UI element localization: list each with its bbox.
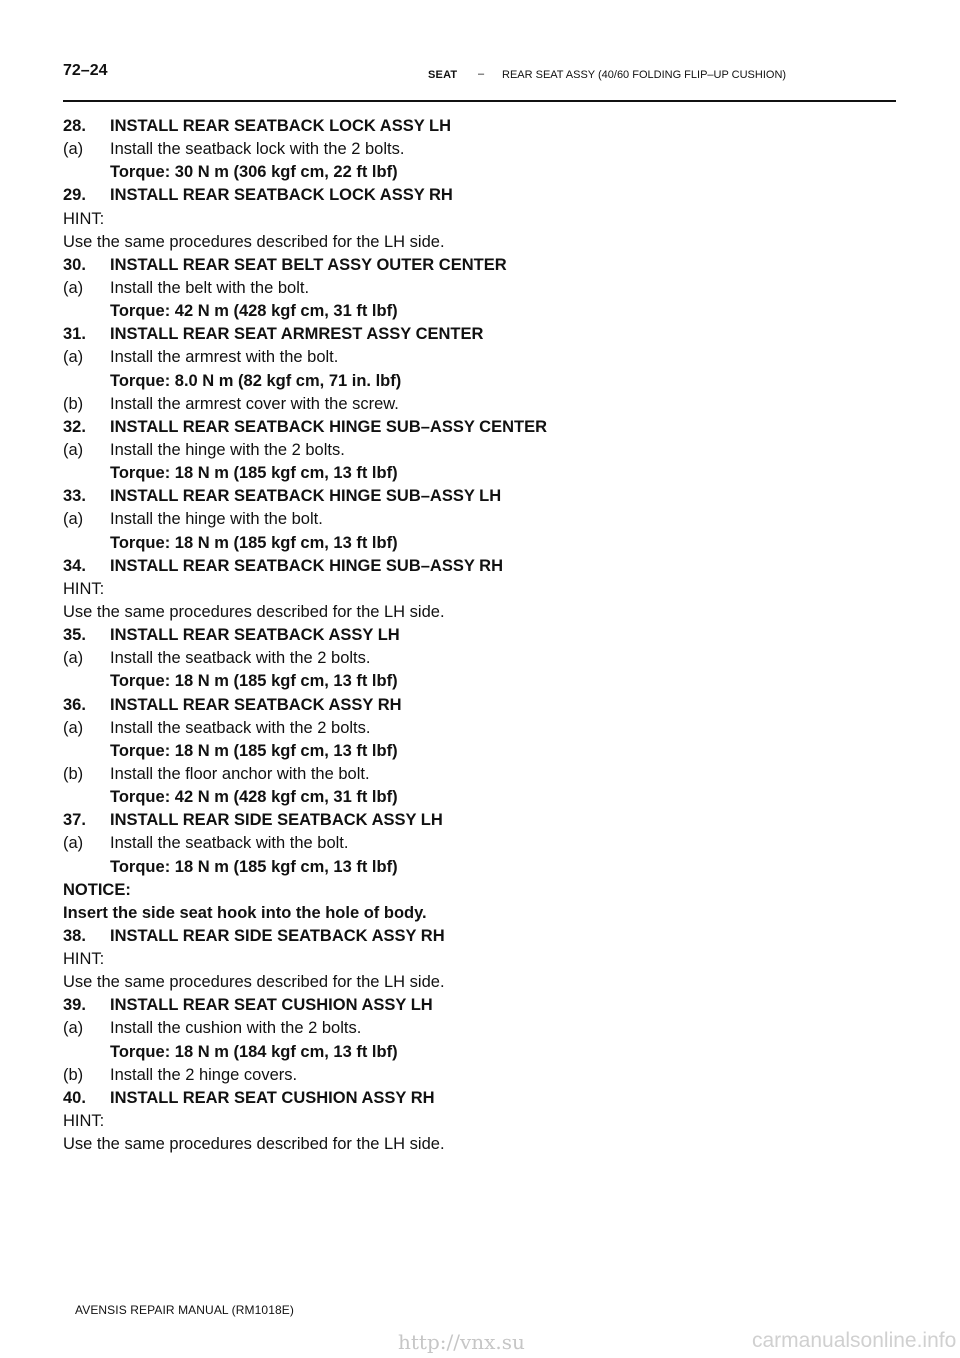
step-heading <box>63 694 903 717</box>
footer-manual-id: AVENSIS REPAIR MANUAL (RM1018E) <box>75 1303 294 1317</box>
hint-text: HINT: <box>63 579 105 598</box>
watermark-site[interactable]: carmanualsonline.info <box>752 1329 957 1352</box>
sub-step-label: (b) <box>63 1065 84 1084</box>
header-title: REAR SEAT ASSY (40/60 FOLDING FLIP–UP CUSHION) <box>502 69 787 81</box>
sub-step-text: Install the armrest with the bolt. <box>110 348 339 367</box>
sub-step-label: (b) <box>63 764 84 783</box>
step-number: 40. <box>63 1088 86 1107</box>
step-heading <box>63 994 903 1017</box>
step-heading <box>63 485 903 508</box>
sub-step <box>63 647 903 670</box>
step-title: INSTALL REAR SEATBACK HINGE SUB–ASSY CENTER <box>110 417 547 436</box>
step-heading <box>63 115 903 138</box>
step-title: INSTALL REAR SEATBACK LOCK ASSY LH <box>110 117 452 135</box>
step-number: 35. <box>63 626 86 645</box>
sub-step <box>63 832 903 855</box>
step-number: 31. <box>63 325 86 344</box>
step-number: 38. <box>63 926 86 945</box>
sub-step <box>63 717 903 740</box>
step-title: INSTALL REAR SEATBACK HINGE SUB–ASSY RH <box>110 556 503 575</box>
step-title: INSTALL REAR SEAT BELT ASSY OUTER CENTER <box>110 255 507 274</box>
sub-step <box>63 1064 903 1087</box>
step-title: INSTALL REAR SIDE SEATBACK ASSY RH <box>110 926 445 945</box>
notice-text: NOTICE: <box>63 880 131 899</box>
step-heading <box>63 555 903 578</box>
step-number: 34. <box>63 556 86 575</box>
step-heading <box>63 254 903 277</box>
torque-spec: Torque: 18 N m (184 kgf cm, 13 ft lbf) <box>110 1042 398 1061</box>
step-title: INSTALL REAR SIDE SEATBACK ASSY LH <box>110 811 443 830</box>
sub-step <box>63 1017 903 1040</box>
step-heading <box>63 925 903 948</box>
watermark-url[interactable]: http://vnx.su <box>398 1330 525 1354</box>
sub-step-text: Install the floor anchor with the bolt. <box>110 764 370 783</box>
step-heading <box>63 416 903 439</box>
sub-step <box>63 508 903 531</box>
sub-step-label: (a) <box>63 1019 84 1038</box>
step-number: 32. <box>63 417 86 436</box>
sub-step-label: (a) <box>63 649 84 668</box>
hint-text: Use the same procedures described for the LH side. <box>63 1135 445 1154</box>
sub-step <box>63 393 903 416</box>
sub-step-text: Install the cushion with the 2 bolts. <box>110 1019 362 1038</box>
header-rule <box>63 100 896 102</box>
step-title: INSTALL REAR SEATBACK ASSY RH <box>110 695 402 714</box>
step-heading <box>63 1087 903 1110</box>
sub-step-label: (a) <box>63 440 84 459</box>
sub-step <box>63 763 903 786</box>
hint-text: Use the same procedures described for the LH side. <box>63 973 445 992</box>
step-number: 36. <box>63 695 86 714</box>
hint-text: HINT: <box>63 209 105 228</box>
sub-step-text: Install the belt with the bolt. <box>110 278 310 297</box>
step-number: 30. <box>63 255 86 274</box>
step-number: 33. <box>63 487 86 506</box>
sub-step-text: Install the seatback with the bolt. <box>110 834 349 853</box>
sub-step-label: (a) <box>63 348 84 367</box>
sub-step-text: Install the seatback lock with the 2 bolts. <box>110 140 405 159</box>
hint-text: HINT: <box>63 1112 105 1131</box>
step-number: 28. <box>63 117 86 135</box>
header-section: SEAT <box>428 69 458 81</box>
torque-spec: Torque: 42 N m (428 kgf cm, 31 ft lbf) <box>110 788 398 807</box>
sub-step-label: (a) <box>63 140 84 159</box>
sub-step-text: Install the 2 hinge covers. <box>110 1065 298 1084</box>
torque-spec: Torque: 18 N m (185 kgf cm, 13 ft lbf) <box>110 533 398 552</box>
sub-step-label: (a) <box>63 834 84 853</box>
page-number: 72–24 <box>63 62 108 79</box>
sub-step-text: Install the hinge with the bolt. <box>110 510 323 529</box>
step-heading <box>63 809 903 832</box>
sub-step <box>63 439 903 462</box>
notice-text: Insert the side seat hook into the hole of body. <box>63 903 427 922</box>
step-title: INSTALL REAR SEATBACK ASSY LH <box>110 626 400 645</box>
sub-step-label: (a) <box>63 718 84 737</box>
torque-spec: Torque: 18 N m (185 kgf cm, 13 ft lbf) <box>110 672 398 691</box>
step-title: INSTALL REAR SEATBACK LOCK ASSY RH <box>110 186 453 205</box>
sub-step-label: (b) <box>63 394 84 413</box>
sub-step-text: Install the armrest cover with the screw. <box>110 394 399 413</box>
step-heading <box>63 323 903 346</box>
header-dash: – <box>478 68 485 80</box>
sub-step-text: Install the seatback with the 2 bolts. <box>110 718 371 737</box>
sub-step <box>63 138 903 161</box>
sub-step-text: Install the hinge with the 2 bolts. <box>110 440 345 459</box>
torque-spec: Torque: 30 N m (306 kgf cm, 22 ft lbf) <box>110 163 398 182</box>
sub-step <box>63 346 903 369</box>
torque-spec: Torque: 18 N m (185 kgf cm, 13 ft lbf) <box>110 464 398 483</box>
hint-text: HINT: <box>63 950 105 969</box>
step-heading <box>63 624 903 647</box>
hint-text: Use the same procedures described for the LH side. <box>63 602 445 621</box>
sub-step <box>63 277 903 300</box>
torque-spec: Torque: 8.0 N m (82 kgf cm, 71 in. lbf) <box>110 371 402 390</box>
torque-spec: Torque: 42 N m (428 kgf cm, 31 ft lbf) <box>110 302 398 321</box>
sub-step-text: Install the seatback with the 2 bolts. <box>110 649 371 668</box>
step-number: 37. <box>63 811 86 830</box>
sub-step-label: (a) <box>63 278 84 297</box>
step-title: INSTALL REAR SEATBACK HINGE SUB–ASSY LH <box>110 487 502 506</box>
step-number: 29. <box>63 186 86 205</box>
sub-step-label: (a) <box>63 510 84 529</box>
step-title: INSTALL REAR SEAT ARMREST ASSY CENTER <box>110 325 484 344</box>
step-number: 39. <box>63 996 86 1015</box>
step-heading <box>63 184 903 207</box>
torque-spec: Torque: 18 N m (185 kgf cm, 13 ft lbf) <box>110 741 398 760</box>
hint-text: Use the same procedures described for the LH side. <box>63 232 445 251</box>
torque-spec: Torque: 18 N m (185 kgf cm, 13 ft lbf) <box>110 857 398 876</box>
step-title: INSTALL REAR SEAT CUSHION ASSY LH <box>110 996 433 1015</box>
procedure-content <box>63 115 903 1156</box>
step-title: INSTALL REAR SEAT CUSHION ASSY RH <box>110 1088 435 1107</box>
